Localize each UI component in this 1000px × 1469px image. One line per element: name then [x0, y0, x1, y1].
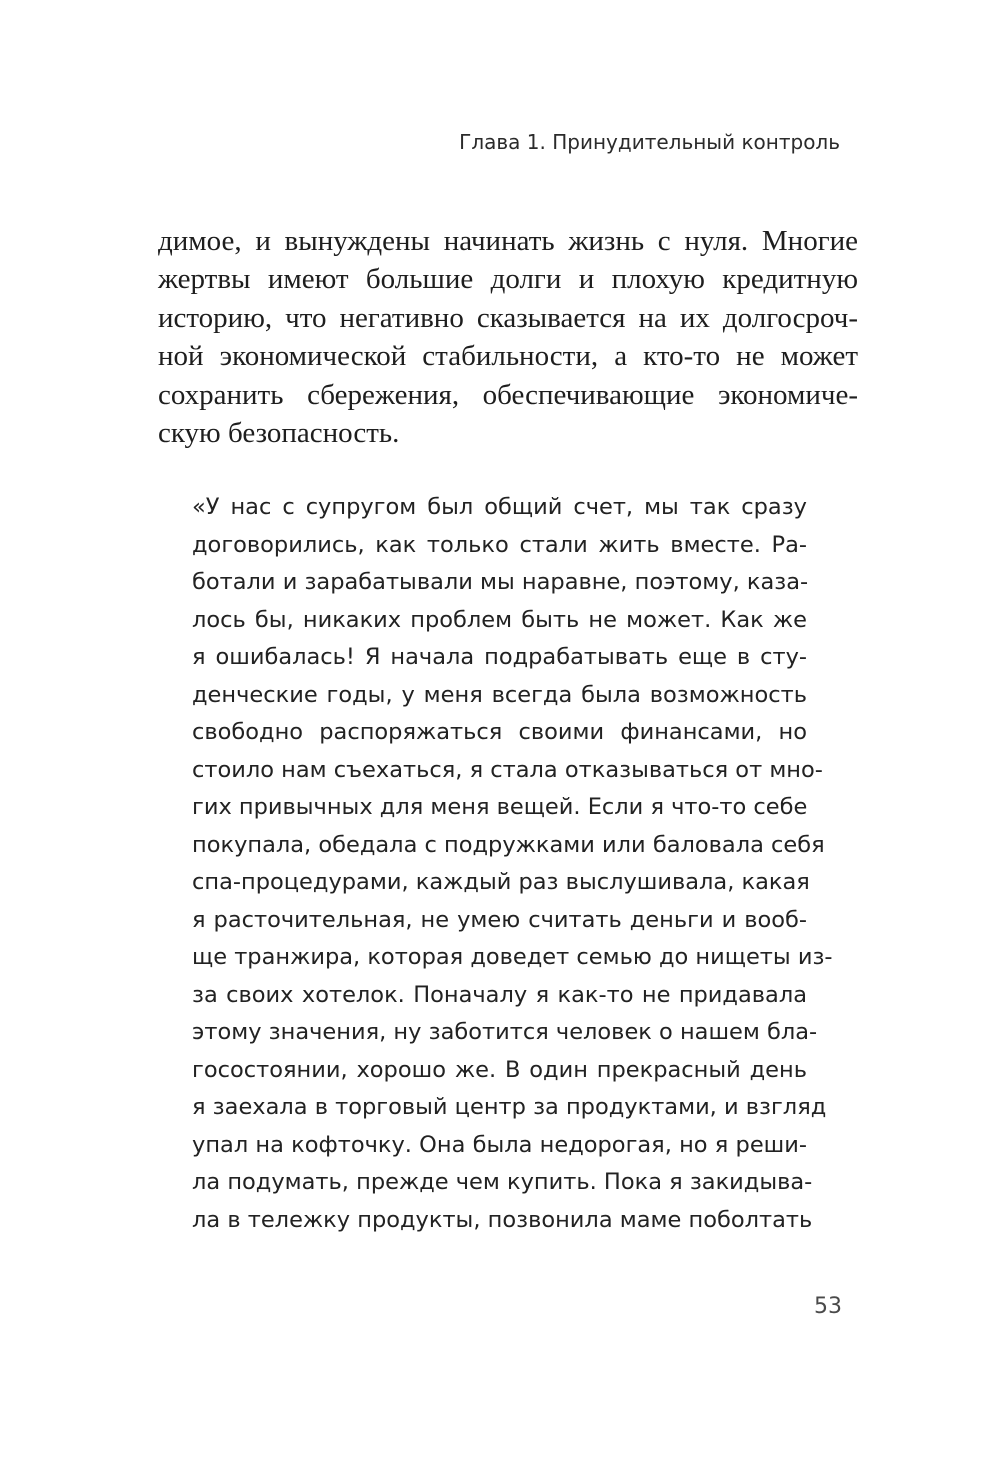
quote-line: спа-процедурами, каждый раз выслушивала, какая — [192, 869, 810, 895]
quote-line: я заехала в торговый центр за продуктами, и взгляд — [192, 1094, 827, 1120]
quote-line: упал на кофточку. Она была недорогая, но я реши- — [192, 1131, 807, 1158]
text-line: жертвы имеют большие долги и плохую кредитную — [158, 263, 858, 296]
quote-block — [192, 489, 833, 1239]
quote-line: свободно распоряжаться своими финансами, но — [192, 719, 807, 745]
quote-line: лось бы, никаких проблем быть не может. Как же — [192, 606, 807, 633]
quote-line: гих привычных для меня вещей. Если я что-то себе — [192, 794, 808, 820]
quote-line: я расточительная, не умею считать деньги и вооб- — [192, 906, 807, 933]
quote-line: я ошибалась! Я начала подрабатывать еще в сту- — [192, 644, 807, 670]
quote-line: договорились, как только стали жить вместе. Ра- — [192, 531, 807, 558]
quote-line: ботали и зарабатывали мы наравне, поэтому, каза- — [192, 569, 809, 595]
quote-line: ла подумать, прежде чем купить. Пока я закидыва- — [192, 1169, 813, 1195]
quote-line: ла в тележку продукты, позвонила маме поболтать — [192, 1206, 813, 1233]
quote-line: за своих хотелок. Поначалу я как-то не придавала — [192, 981, 807, 1008]
text-line: сохранить сбережения, обеспечивающие экономиче- — [158, 378, 858, 411]
page-number: 53 — [814, 1294, 842, 1319]
quote-line: покупала, обедала с подружками или баловала себя — [192, 831, 825, 858]
text-line: димое, и вынуждены начинать жизнь с нуля. Многие — [158, 225, 858, 257]
running-head: Глава 1. Принудительный контроль — [459, 130, 840, 154]
quote-line: госостоянии, хорошо же. В один прекрасный день — [192, 1056, 807, 1083]
text-line: историю, что негативно сказывается на их долгосроч- — [158, 301, 858, 334]
quote-line: этому значения, ну заботится человек о нашем бла- — [192, 1019, 818, 1045]
quote-line: ще транжира, которая доведет семью до нищеты из- — [192, 944, 833, 970]
text-line: скую безопасность. — [158, 417, 400, 450]
main-paragraph — [158, 222, 858, 452]
quote-line: стоило нам съехаться, я стала отказываться от мно- — [192, 756, 823, 783]
quote-line: «У нас с супругом был общий счет, мы так сразу — [192, 494, 807, 520]
quote-line: денческие годы, у меня всегда была возможность — [192, 681, 807, 708]
text-line: ной экономической стабильности, а кто-то не может — [158, 340, 858, 373]
